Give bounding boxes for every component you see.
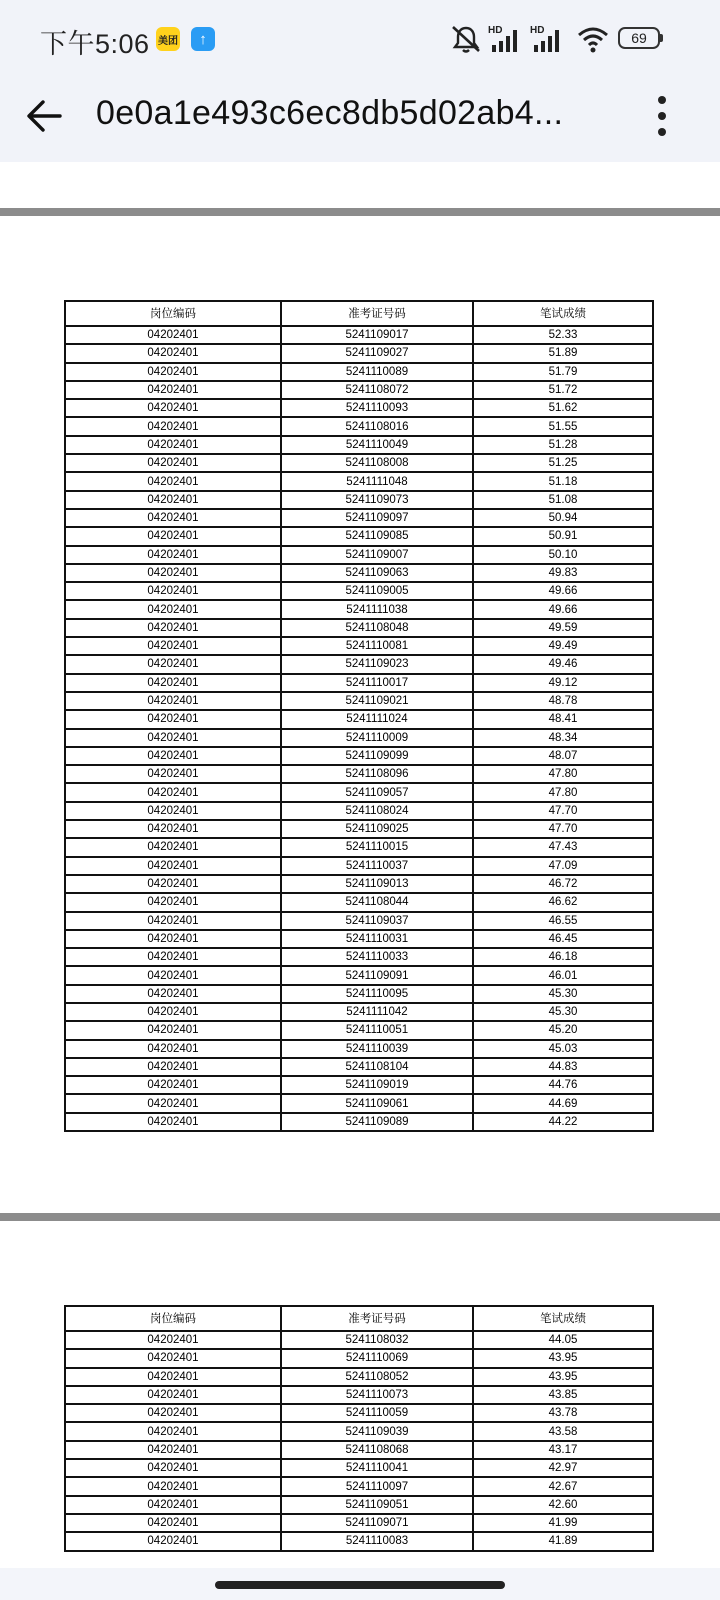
written-score-cell: 44.05	[473, 1331, 653, 1349]
written-score-cell: 51.55	[473, 417, 653, 435]
position-code-cell: 04202401	[65, 765, 281, 783]
table-row	[65, 930, 653, 948]
table-row	[65, 1331, 653, 1349]
ticket-number-cell: 5241110031	[281, 930, 473, 948]
table-row	[65, 966, 653, 984]
table-row	[65, 454, 653, 472]
ticket-number-cell: 5241109063	[281, 564, 473, 582]
header-position-code: 岗位编码	[65, 1306, 281, 1331]
position-code-cell: 04202401	[65, 600, 281, 618]
written-score-cell: 51.18	[473, 472, 653, 490]
written-score-cell: 45.03	[473, 1040, 653, 1058]
ticket-number-cell: 5241108044	[281, 893, 473, 911]
written-score-cell: 49.49	[473, 637, 653, 655]
table-row	[65, 1094, 653, 1112]
written-score-cell: 44.22	[473, 1113, 653, 1131]
ticket-number-cell: 5241110049	[281, 436, 473, 454]
ticket-number-cell: 5241109057	[281, 783, 473, 801]
table-row	[65, 1368, 653, 1386]
table-row	[65, 363, 653, 381]
ticket-number-cell: 5241109061	[281, 1094, 473, 1112]
header-ticket-number: 准考证号码	[281, 1306, 473, 1331]
table-row	[65, 600, 653, 618]
position-code-cell: 04202401	[65, 802, 281, 820]
position-code-cell: 04202401	[65, 966, 281, 984]
home-indicator[interactable]	[215, 1581, 505, 1589]
ticket-number-cell: 5241109007	[281, 546, 473, 564]
position-code-cell: 04202401	[65, 1532, 281, 1550]
score-table-page-2	[64, 1305, 654, 1552]
ticket-number-cell: 5241108048	[281, 619, 473, 637]
position-code-cell: 04202401	[65, 1058, 281, 1076]
written-score-cell: 44.76	[473, 1076, 653, 1094]
ticket-number-cell: 5241109023	[281, 655, 473, 673]
written-score-cell: 43.85	[473, 1386, 653, 1404]
written-score-cell: 48.07	[473, 747, 653, 765]
score-table-page-1	[64, 300, 654, 1132]
written-score-cell: 47.70	[473, 820, 653, 838]
ticket-number-cell: 5241110017	[281, 674, 473, 692]
position-code-cell: 04202401	[65, 326, 281, 344]
written-score-cell: 42.60	[473, 1496, 653, 1514]
table-row	[65, 820, 653, 838]
table-row	[65, 912, 653, 930]
written-score-cell: 49.66	[473, 582, 653, 600]
ticket-number-cell: 5241108104	[281, 1058, 473, 1076]
position-code-cell: 04202401	[65, 619, 281, 637]
written-score-cell: 47.43	[473, 838, 653, 856]
written-score-cell: 44.69	[473, 1094, 653, 1112]
table-row	[65, 747, 653, 765]
table-header-row	[65, 1306, 653, 1331]
table-row	[65, 436, 653, 454]
table-row	[65, 948, 653, 966]
written-score-cell: 50.94	[473, 509, 653, 527]
position-code-cell: 04202401	[65, 454, 281, 472]
position-code-cell: 04202401	[65, 1003, 281, 1021]
position-code-cell: 04202401	[65, 1040, 281, 1058]
written-score-cell: 51.72	[473, 381, 653, 399]
ticket-number-cell: 5241108032	[281, 1331, 473, 1349]
table-row	[65, 1113, 653, 1131]
table-row	[65, 417, 653, 435]
written-score-cell: 49.59	[473, 619, 653, 637]
written-score-cell: 47.80	[473, 765, 653, 783]
ticket-number-cell: 5241110089	[281, 363, 473, 381]
table-row	[65, 875, 653, 893]
position-code-cell: 04202401	[65, 674, 281, 692]
written-score-cell: 46.72	[473, 875, 653, 893]
ticket-number-cell: 5241109071	[281, 1514, 473, 1532]
table-row	[65, 893, 653, 911]
more-dot-icon	[658, 96, 666, 104]
document-viewer[interactable]	[0, 162, 720, 1568]
written-score-cell: 41.89	[473, 1532, 653, 1550]
written-score-cell: 47.80	[473, 783, 653, 801]
written-score-cell: 49.46	[473, 655, 653, 673]
header-written-score: 笔试成绩	[473, 1306, 653, 1331]
table-row	[65, 1349, 653, 1367]
position-code-cell: 04202401	[65, 527, 281, 545]
upload-arrow-icon: ↑	[191, 27, 215, 51]
ticket-number-cell: 5241110041	[281, 1459, 473, 1477]
position-code-cell: 04202401	[65, 1349, 281, 1367]
position-code-cell: 04202401	[65, 838, 281, 856]
table-row	[65, 674, 653, 692]
meituan-app-icon: 美团	[156, 27, 180, 51]
written-score-cell: 43.58	[473, 1422, 653, 1440]
table-row	[65, 546, 653, 564]
position-code-cell: 04202401	[65, 1477, 281, 1495]
ticket-number-cell: 5241110069	[281, 1349, 473, 1367]
status-time: 下午5:06	[40, 29, 150, 59]
table-row	[65, 1076, 653, 1094]
table-row	[65, 509, 653, 527]
table-row	[65, 564, 653, 582]
ticket-number-cell: 5241111048	[281, 472, 473, 490]
position-code-cell: 04202401	[65, 381, 281, 399]
table-row	[65, 344, 653, 362]
table-row	[65, 838, 653, 856]
position-code-cell: 04202401	[65, 399, 281, 417]
position-code-cell: 04202401	[65, 344, 281, 362]
position-code-cell: 04202401	[65, 1459, 281, 1477]
battery-level: 69	[618, 27, 660, 49]
ticket-number-cell: 5241110015	[281, 838, 473, 856]
table-row	[65, 1441, 653, 1459]
ticket-number-cell: 5241110083	[281, 1532, 473, 1550]
table-row	[65, 399, 653, 417]
ticket-number-cell: 5241111024	[281, 710, 473, 728]
table-row	[65, 637, 653, 655]
position-code-cell: 04202401	[65, 875, 281, 893]
ticket-number-cell: 5241109021	[281, 692, 473, 710]
back-button[interactable]	[22, 94, 66, 138]
written-score-cell: 43.95	[473, 1349, 653, 1367]
written-score-cell: 45.20	[473, 1021, 653, 1039]
table-row	[65, 1496, 653, 1514]
table-row	[65, 692, 653, 710]
table-row	[65, 1477, 653, 1495]
position-code-cell: 04202401	[65, 857, 281, 875]
table-row	[65, 1058, 653, 1076]
written-score-cell: 51.28	[473, 436, 653, 454]
position-code-cell: 04202401	[65, 1368, 281, 1386]
position-code-cell: 04202401	[65, 655, 281, 673]
signal-strength-1-icon	[488, 24, 524, 54]
position-code-cell: 04202401	[65, 729, 281, 747]
document-title: 0e0a1e493c6ec8db5d02ab4...	[96, 94, 564, 132]
position-code-cell: 04202401	[65, 1113, 281, 1131]
position-code-cell: 04202401	[65, 948, 281, 966]
ticket-number-cell: 5241110081	[281, 637, 473, 655]
ticket-number-cell: 5241110033	[281, 948, 473, 966]
ticket-number-cell: 5241109025	[281, 820, 473, 838]
table-row	[65, 1021, 653, 1039]
ticket-number-cell: 5241109037	[281, 912, 473, 930]
written-score-cell: 46.45	[473, 930, 653, 948]
ticket-number-cell: 5241109089	[281, 1113, 473, 1131]
written-score-cell: 47.09	[473, 857, 653, 875]
position-code-cell: 04202401	[65, 1094, 281, 1112]
table-header-row	[65, 301, 653, 326]
ticket-number-cell: 5241109027	[281, 344, 473, 362]
ticket-number-cell: 5241109073	[281, 491, 473, 509]
table-row	[65, 582, 653, 600]
position-code-cell: 04202401	[65, 893, 281, 911]
table-row	[65, 1422, 653, 1440]
ticket-number-cell: 5241109039	[281, 1422, 473, 1440]
gesture-nav-area	[0, 1568, 720, 1600]
wifi-icon	[576, 24, 610, 54]
position-code-cell: 04202401	[65, 930, 281, 948]
position-code-cell: 04202401	[65, 1496, 281, 1514]
table-row	[65, 1003, 653, 1021]
position-code-cell: 04202401	[65, 1514, 281, 1532]
ticket-number-cell: 5241109005	[281, 582, 473, 600]
svg-text:HD: HD	[488, 25, 503, 36]
ticket-number-cell: 5241109051	[281, 1496, 473, 1514]
written-score-cell: 50.10	[473, 546, 653, 564]
written-score-cell: 48.34	[473, 729, 653, 747]
written-score-cell: 46.62	[473, 893, 653, 911]
position-code-cell: 04202401	[65, 1076, 281, 1094]
position-code-cell: 04202401	[65, 1021, 281, 1039]
written-score-cell: 48.41	[473, 710, 653, 728]
written-score-cell: 48.78	[473, 692, 653, 710]
ticket-number-cell: 5241108068	[281, 1441, 473, 1459]
status-bar	[0, 0, 720, 78]
written-score-cell: 51.08	[473, 491, 653, 509]
header-ticket-number: 准考证号码	[281, 301, 473, 326]
ticket-number-cell: 5241110093	[281, 399, 473, 417]
position-code-cell: 04202401	[65, 509, 281, 527]
ticket-number-cell: 5241110037	[281, 857, 473, 875]
table-row	[65, 857, 653, 875]
table-row	[65, 655, 653, 673]
position-code-cell: 04202401	[65, 783, 281, 801]
written-score-cell: 46.55	[473, 912, 653, 930]
position-code-cell: 04202401	[65, 1441, 281, 1459]
ticket-number-cell: 5241108072	[281, 381, 473, 399]
table-row	[65, 381, 653, 399]
table-row	[65, 710, 653, 728]
ticket-number-cell: 5241108016	[281, 417, 473, 435]
ticket-number-cell: 5241110095	[281, 985, 473, 1003]
table-row	[65, 491, 653, 509]
table-row	[65, 619, 653, 637]
written-score-cell: 43.17	[473, 1441, 653, 1459]
written-score-cell: 45.30	[473, 1003, 653, 1021]
position-code-cell: 04202401	[65, 1386, 281, 1404]
ticket-number-cell: 5241109017	[281, 326, 473, 344]
table-row	[65, 527, 653, 545]
written-score-cell: 51.62	[473, 399, 653, 417]
position-code-cell: 04202401	[65, 491, 281, 509]
ticket-number-cell: 5241108096	[281, 765, 473, 783]
battery-icon	[618, 27, 664, 49]
position-code-cell: 04202401	[65, 546, 281, 564]
written-score-cell: 49.66	[473, 600, 653, 618]
written-score-cell: 51.25	[473, 454, 653, 472]
table-row	[65, 1459, 653, 1477]
written-score-cell: 51.79	[473, 363, 653, 381]
written-score-cell: 42.67	[473, 1477, 653, 1495]
bell-muted-icon	[450, 24, 482, 54]
written-score-cell: 52.33	[473, 326, 653, 344]
ticket-number-cell: 5241110073	[281, 1386, 473, 1404]
more-dot-icon	[658, 112, 666, 120]
ticket-number-cell: 5241110051	[281, 1021, 473, 1039]
ticket-number-cell: 5241110039	[281, 1040, 473, 1058]
ticket-number-cell: 5241111042	[281, 1003, 473, 1021]
table-row	[65, 1514, 653, 1532]
table-row	[65, 802, 653, 820]
position-code-cell: 04202401	[65, 692, 281, 710]
position-code-cell: 04202401	[65, 436, 281, 454]
position-code-cell: 04202401	[65, 710, 281, 728]
written-score-cell: 45.30	[473, 985, 653, 1003]
ticket-number-cell: 5241110097	[281, 1477, 473, 1495]
signal-strength-2-icon	[530, 24, 566, 54]
position-code-cell: 04202401	[65, 912, 281, 930]
ticket-number-cell: 5241111038	[281, 600, 473, 618]
ticket-number-cell: 5241108052	[281, 1368, 473, 1386]
written-score-cell: 43.78	[473, 1404, 653, 1422]
ticket-number-cell: 5241110059	[281, 1404, 473, 1422]
position-code-cell: 04202401	[65, 985, 281, 1003]
ticket-number-cell: 5241109097	[281, 509, 473, 527]
more-dot-icon	[658, 128, 666, 136]
written-score-cell: 50.91	[473, 527, 653, 545]
more-options-button[interactable]	[646, 92, 678, 140]
written-score-cell: 42.97	[473, 1459, 653, 1477]
position-code-cell: 04202401	[65, 582, 281, 600]
ticket-number-cell: 5241109091	[281, 966, 473, 984]
table-row	[65, 783, 653, 801]
written-score-cell: 46.01	[473, 966, 653, 984]
table-row	[65, 1386, 653, 1404]
written-score-cell: 43.95	[473, 1368, 653, 1386]
table-row	[65, 1532, 653, 1550]
written-score-cell: 44.83	[473, 1058, 653, 1076]
written-score-cell: 49.12	[473, 674, 653, 692]
written-score-cell: 46.18	[473, 948, 653, 966]
position-code-cell: 04202401	[65, 1331, 281, 1349]
position-code-cell: 04202401	[65, 1404, 281, 1422]
position-code-cell: 04202401	[65, 564, 281, 582]
ticket-number-cell: 5241109019	[281, 1076, 473, 1094]
header-position-code: 岗位编码	[65, 301, 281, 326]
position-code-cell: 04202401	[65, 363, 281, 381]
page-separator	[0, 1213, 720, 1221]
app-header	[0, 78, 720, 162]
table-row	[65, 985, 653, 1003]
written-score-cell: 47.70	[473, 802, 653, 820]
ticket-number-cell: 5241108024	[281, 802, 473, 820]
position-code-cell: 04202401	[65, 747, 281, 765]
ticket-number-cell: 5241109085	[281, 527, 473, 545]
written-score-cell: 41.99	[473, 1514, 653, 1532]
position-code-cell: 04202401	[65, 637, 281, 655]
table-row	[65, 729, 653, 747]
arrow-left-icon	[24, 98, 64, 134]
position-code-cell: 04202401	[65, 417, 281, 435]
ticket-number-cell: 5241108008	[281, 454, 473, 472]
position-code-cell: 04202401	[65, 820, 281, 838]
ticket-number-cell: 5241110009	[281, 729, 473, 747]
svg-text:HD: HD	[530, 25, 545, 36]
position-code-cell: 04202401	[65, 472, 281, 490]
table-row	[65, 472, 653, 490]
ticket-number-cell: 5241109013	[281, 875, 473, 893]
table-row	[65, 1040, 653, 1058]
table-row	[65, 326, 653, 344]
header-written-score: 笔试成绩	[473, 301, 653, 326]
written-score-cell: 51.89	[473, 344, 653, 362]
table-row	[65, 765, 653, 783]
written-score-cell: 49.83	[473, 564, 653, 582]
position-code-cell: 04202401	[65, 1422, 281, 1440]
page-separator	[0, 208, 720, 216]
ticket-number-cell: 5241109099	[281, 747, 473, 765]
table-row	[65, 1404, 653, 1422]
